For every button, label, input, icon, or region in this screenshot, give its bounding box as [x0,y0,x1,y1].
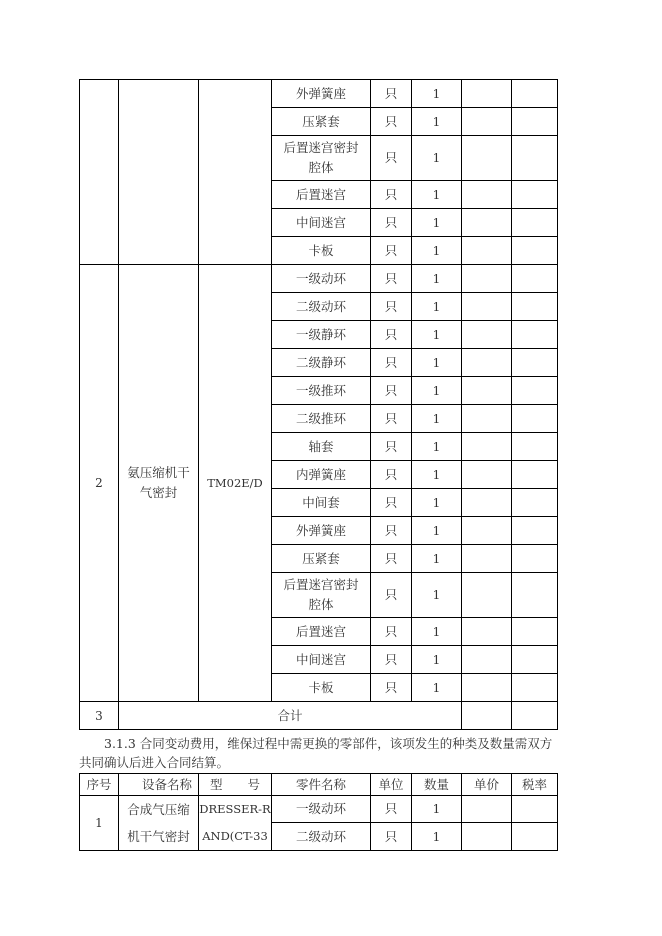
part-name-cell: 压紧套 [272,108,371,136]
device-name-cell [119,80,199,265]
price-cell [462,545,512,573]
part-name-cell: 二级动环 [272,823,371,851]
price-cell [462,646,512,674]
part-name-cell [272,136,371,181]
price-cell [462,80,512,108]
device-name-cell [119,796,199,851]
unit-cell: 只 [371,265,412,293]
unit-cell: 只 [371,674,412,702]
price-cell [462,433,512,461]
qty-cell: 1 [412,349,462,377]
seq-cell: 2 [80,265,119,702]
tax-cell [512,265,558,293]
unit-cell: 只 [371,573,412,618]
tax-cell [512,80,558,108]
price-cell [462,461,512,489]
model-line: AND(CT-33 [202,829,268,843]
qty-cell: 1 [412,181,462,209]
unit-cell: 只 [371,321,412,349]
price-cell [462,293,512,321]
header-unit: 单位 [371,774,412,796]
tax-cell [512,136,558,181]
tax-cell [512,293,558,321]
part-name-cell: 二级动环 [272,293,371,321]
price-cell [462,349,512,377]
seq-cell: 1 [80,796,119,851]
part-name-cell: 一级动环 [272,265,371,293]
qty-cell: 1 [412,136,462,181]
tax-cell [512,237,558,265]
header-model: 型 号 [199,774,272,796]
device-name-cell [119,265,199,702]
header-seq: 序号 [80,774,119,796]
seq-cell [80,80,119,265]
unit-cell: 只 [371,405,412,433]
part-name-cell: 外弹簧座 [272,517,371,545]
tax-cell [512,405,558,433]
qty-cell: 1 [412,405,462,433]
model-line: DRESSER-R [199,802,271,816]
price-cell [462,823,512,851]
part-name-cell: 外弹簧座 [272,80,371,108]
unit-cell: 只 [371,237,412,265]
header-device-name: 设备名称 [119,774,199,796]
tax-cell [512,702,558,730]
qty-cell: 1 [412,321,462,349]
unit-cell: 只 [371,489,412,517]
part-name-cell: 后置迷宫 [272,181,371,209]
model-cell [199,80,272,265]
part-name-cell: 中间迷宫 [272,209,371,237]
unit-cell: 只 [371,433,412,461]
price-cell [462,321,512,349]
unit-cell: 只 [371,545,412,573]
price-cell [462,209,512,237]
qty-cell: 1 [412,265,462,293]
tax-cell [512,823,558,851]
price-cell [462,405,512,433]
part-name-line: 后置迷宫密封 [283,577,359,592]
header-part-name: 零件名称 [272,774,371,796]
header-qty: 数量 [412,774,462,796]
parts-table-2 [79,773,558,851]
qty-cell: 1 [412,108,462,136]
unit-cell: 只 [371,209,412,237]
tax-cell [512,796,558,823]
unit-cell: 只 [371,461,412,489]
total-label-cell: 合计 [119,702,462,730]
unit-cell: 只 [371,517,412,545]
unit-cell: 只 [371,136,412,181]
qty-cell: 1 [412,209,462,237]
price-cell [462,265,512,293]
part-name-cell: 二级推环 [272,405,371,433]
part-name-cell: 内弹簧座 [272,461,371,489]
qty-cell: 1 [412,433,462,461]
tax-cell [512,461,558,489]
part-name-cell: 中间套 [272,489,371,517]
header-tax: 税率 [512,774,558,796]
paragraph-line-2: 共同确认后进入合同结算。 [79,755,230,770]
tax-cell [512,646,558,674]
model-cell: TM02E/D [199,265,272,702]
tax-cell [512,181,558,209]
qty-cell: 1 [412,237,462,265]
header-price: 单价 [462,774,512,796]
paragraph-line-1: 3.1.3 合同变动费用，维保过程中需更换的零部件，该项发生的种类及数量需双方 [104,736,553,751]
price-cell [462,377,512,405]
part-name-cell [272,573,371,618]
unit-cell: 只 [371,181,412,209]
qty-cell: 1 [412,796,462,823]
qty-cell: 1 [412,545,462,573]
unit-cell: 只 [371,796,412,823]
price-cell [462,237,512,265]
parts-table-continuation [79,79,558,730]
tax-cell [512,517,558,545]
tax-cell [512,209,558,237]
part-name-cell: 轴套 [272,433,371,461]
part-name-cell: 中间迷宫 [272,646,371,674]
tax-cell [512,489,558,517]
qty-cell: 1 [412,674,462,702]
qty-cell: 1 [412,377,462,405]
qty-cell: 1 [412,461,462,489]
qty-cell: 1 [412,573,462,618]
device-name-line: 合成气压缩 [127,802,190,817]
unit-cell: 只 [371,293,412,321]
price-cell [462,517,512,545]
tax-cell [512,545,558,573]
tax-cell [512,377,558,405]
part-name-cell: 后置迷宫 [272,618,371,646]
unit-cell: 只 [371,349,412,377]
part-name-line: 腔体 [308,597,334,612]
unit-cell: 只 [371,618,412,646]
part-name-cell: 二级静环 [272,349,371,377]
qty-cell: 1 [412,293,462,321]
qty-cell: 1 [412,646,462,674]
table-row [80,265,558,293]
device-name-line: 气密封 [139,485,178,500]
price-cell [462,108,512,136]
tax-cell [512,108,558,136]
part-name-line: 后置迷宫密封 [283,140,359,155]
tax-cell [512,618,558,646]
unit-cell: 只 [371,377,412,405]
unit-cell: 只 [371,823,412,851]
qty-cell: 1 [412,80,462,108]
part-name-cell: 压紧套 [272,545,371,573]
qty-cell: 1 [412,823,462,851]
price-cell [462,573,512,618]
qty-cell: 1 [412,517,462,545]
table-row [80,80,558,108]
part-name-cell: 卡板 [272,237,371,265]
total-row [80,702,558,730]
qty-cell: 1 [412,489,462,517]
tax-cell [512,433,558,461]
seq-cell: 3 [80,702,119,730]
price-cell [462,618,512,646]
header-row [80,774,558,796]
part-name-cell: 一级动环 [272,796,371,823]
unit-cell: 只 [371,80,412,108]
tax-cell [512,321,558,349]
device-name-line: 氨压缩机干 [127,465,190,480]
device-name-line: 机干气密封 [127,829,190,844]
qty-cell: 1 [412,618,462,646]
price-cell [462,489,512,517]
unit-cell: 只 [371,108,412,136]
price-cell [462,674,512,702]
price-cell [462,181,512,209]
tax-cell [512,674,558,702]
price-cell [462,136,512,181]
part-name-cell: 卡板 [272,674,371,702]
price-cell [462,702,512,730]
tax-cell [512,573,558,618]
part-name-line: 腔体 [308,160,334,175]
price-cell [462,796,512,823]
tax-cell [512,349,558,377]
part-name-cell: 一级静环 [272,321,371,349]
model-cell [199,796,272,851]
table-row [80,796,558,823]
unit-cell: 只 [371,646,412,674]
part-name-cell: 一级推环 [272,377,371,405]
